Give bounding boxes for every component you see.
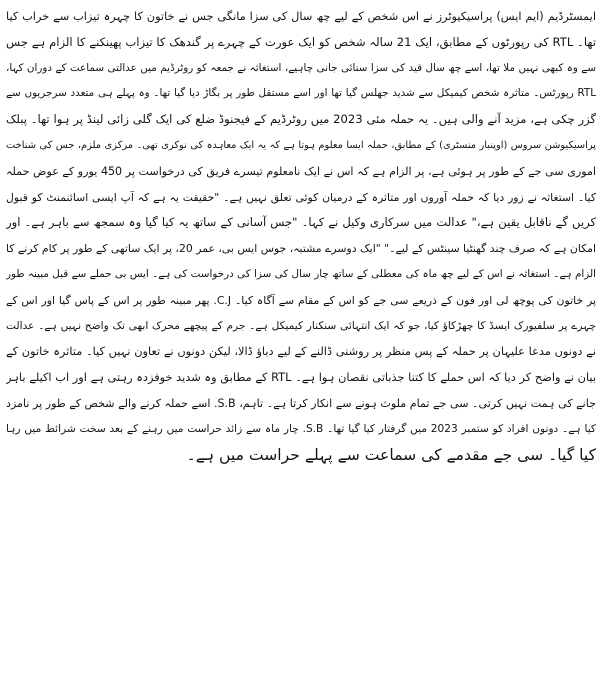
- article-line-17: کیا ہے۔ دونوں افراد کو ستمبر 2023 میں گرفتار کیا گیا تھا۔ S.B. چار ماہ سے زائد حراست میں رہنے کے بعد سخت شرائط میں رہا: [6, 422, 596, 435]
- article-line-18: کیا گیا۔ سی جے مقدمے کی سماعت سے پہلے حراست میں ہے۔: [186, 445, 596, 464]
- article-line-9: کریں گے ناقابل یقین ہے،" عدالت میں سرکاری وکیل نے کہا۔ "جس آسانی کے ساتھ یہ کیا گیا وہ سمجھ سے باہر ہے۔ اور: [6, 215, 596, 230]
- article-line-14: نے دونوں مدعا علیہان پر حملہ کے پس منظر پر روشنی ڈالنے کے لیے دباؤ ڈالا، لیکن دونوں نے تعاون نہیں کیا۔ متاثرہ خاتون کے: [6, 344, 596, 359]
- article-line-5: گزر چکی ہے، مزید آنے والی ہیں۔ یہ حملہ مئی 2023 میں روٹرڈیم کے فیجنوڈ ضلع کی ایک گلی زائی لینڈ پر ہوا تھا۔ پبلک: [6, 112, 596, 127]
- article-line-3: سے وہ کبھی نہیں ملا تھا، اسے چھ سال قید کی سزا سنائی جانی چاہیے، استغاثہ نے جمعہ کو روٹرڈیم میں عدالتی سماعت کے دوران کہا،: [6, 61, 596, 74]
- article-line-13: چہرے پر سلفیورک ایسڈ کا چھڑکاؤ کیا، جو کہ ایک انتہائی سنکنار کیمیکل ہے۔ جرم کے پیچھے محرک ابھی تک واضح نہیں ہے۔ عدالت: [6, 319, 596, 332]
- article-line-7: اموری سی جے کے طور پر ہوئی ہے، پر الزام ہے کہ اس نے ایک نامعلوم تیسرے فریق کی درخواست پر 450 یورو کے عوض حملہ: [6, 164, 596, 178]
- article-line-8: کیا۔ استغاثہ نے زور دیا کہ حملہ آوروں اور متاثرہ کے درمیان کوئی تعلق نہیں ہے۔ "حقیقت یہ ہے کہ آپ ایسی اسائنمنٹ کو قبول: [6, 190, 596, 204]
- article-line-4: RTL رپورٹس۔ متاثرہ شخص کیمیکل سے شدید جھلس گیا تھا اور اسے مستقل طور پر بگاڑ دیا گیا تھا۔ وہ پہلے ہی متعدد سرجریوں سے: [6, 87, 596, 100]
- article-line-2: تھا۔ RTL کی رپورٹوں کے مطابق، ایک 21 سالہ شخص کو ایک عورت کے چہرے پر گندھک کا تیزاب پھینکنے کا الزام ہے جس: [6, 34, 596, 49]
- article-line-1: ایمسٹرڈیم (ایم ایس) پراسیکیوٹرز نے اس شخص کے لیے چھ سال کی سزا مانگی جس نے خاتون کا چہرہ تیزاب سے خراب کیا: [6, 9, 596, 23]
- article-line-6: پراسیکیوشن سروس (اوپنبار منسٹری) کے مطابق، حملہ ایسا معلوم ہوتا ہے کہ یہ ایک معاہدہ کی نوکری تھی۔ مرکزی ملزم، جس کی شناخت: [6, 139, 596, 151]
- article-line-12: پر خاتون کی پوچھ لی اور فون کے ذریعے سی جے کو اس کے مقام سے آگاہ کیا۔ C.J. پھر مبینہ طور پر اس کے پاس گیا اور اس کے: [6, 293, 596, 307]
- article-line-16: جانے کی ہمت نہیں کرتی۔ سی جے تمام ملوث ہونے سے انکار کرتا ہے۔ تاہم، S.B. اسے حملہ کرنے والے شخص کے طور پر نامزد: [6, 396, 596, 410]
- article-line-10: امکان ہے کہ صرف چند گھنٹیا سینٹس کے لیے۔" "ایک دوسرے مشتبہ، جوس ایس بی، عمر 20، پر ایک ساتھی کے طور پر کام کرنے کا: [6, 242, 596, 256]
- article-body: [6, 4, 596, 468]
- article-line-15: بیان نے واضح کر دیا کہ اس حملے کا کتنا جذباتی نقصان ہوا ہے۔ RTL کے مطابق وہ شدید خوفزدہ رہتی ہے اور اب اکیلے باہر: [6, 370, 596, 385]
- article-line-11: الزام ہے۔ استغاثہ نے اس کے لیے چھ ماہ کی معطلی کے ساتھ چار سال کی سزا کی درخواست کی ہے۔ ایس بی حملے سے قبل مبینہ طور: [6, 267, 596, 280]
